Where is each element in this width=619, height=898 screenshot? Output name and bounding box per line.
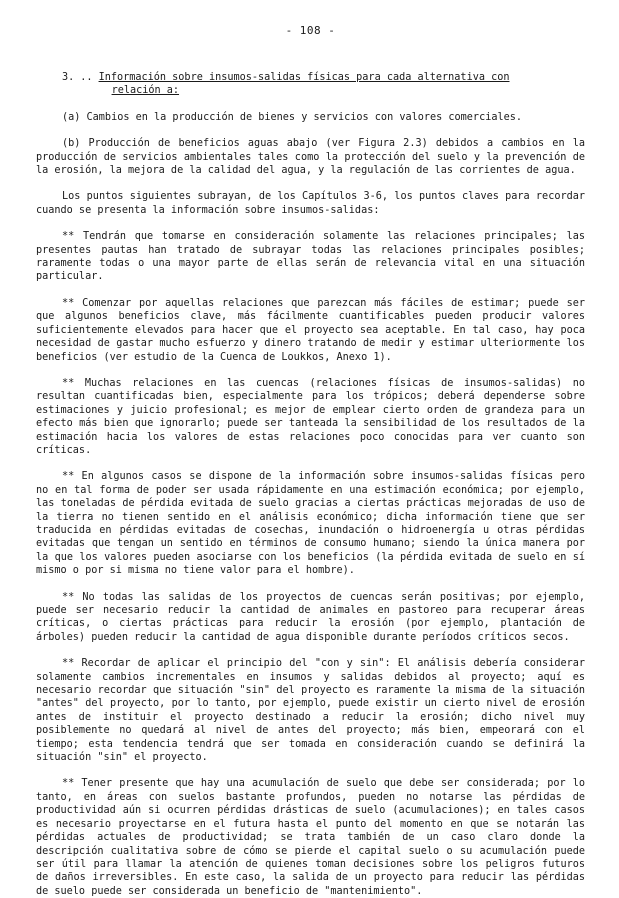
section-number: 3. [62,72,75,83]
paragraph-intro-puntos: Los puntos siguientes subrayan, de los Capítulos 3-6, los puntos claves para recordar cuando se presenta la información sobre insumos-salidas: [36,191,585,216]
section-heading-text: Información sobre insumos-salidas físicas para cada alternativa con [98,72,510,83]
section-heading-text-wrap [99,71,585,98]
document-body [36,71,585,898]
paragraph-item-a: (a) Cambios en la producción de bienes y servicios con valores comerciales. [62,111,523,123]
paragraph-bullet-2: ** Comenzar por aquellas relaciones que parezcan más fáciles de estimar; puede ser que algunos beneficios clave, más fácilmente cuantificables pueden producir valores suficientemente elevados para hacer que el proyecto sea aceptable. En tal caso, hay poca necesidad de gastar mucho esfuerzo y dinero tratando de medir y estimar ulteriormente los beneficios (ver estudio de la Cuenca de Loukkos, Anexo 1). [36,297,585,363]
paragraph-bullet-6: ** Recordar de aplicar el principio del "con y sin": El análisis debería considerar solamente cambios incrementales en insumos y salidas debidos al proyecto; aquí es necesario recordar que situación "sin" del proyecto es raramente la misma de la situación "antes" del proyecto, por lo tanto, por ejemplo, puede existir un cierto nivel de erosión antes de instituir el proyecto destinado a reducir la erosión; dicho nivel muy posiblemente no quedará al nivel de antes del proyecto; más bien, empeorará con el tiempo; esta tendencia tendrá que ser tomada en consideración cuando se definirá la situación "sin" el proyecto. [36,658,585,764]
section-heading-continuation: relación a: [111,85,180,97]
paragraph-bullet-1: ** Tendrán que tomarse en consideración solamente las relaciones principales; las presentes pautas han tratado de subrayar todas las relaciones principales posibles; raramente todas o una mayor parte de ellas serán de relevancia vital en una situación particular. [36,231,585,283]
paragraph-bullet-5: ** No todas las salidas de los proyectos de cuencas serán positivas; por ejemplo, puede ser necesario reducir la cantidad de animales en pastoreo para recuperar áreas críticas, o ciertas prácticas para reducir la erosión (por ejemplo, plantación de árboles) pueden reducir la cantidad de agua disponible durante períodos críticos secos. [36,591,585,643]
paragraph-bullet-3: ** Muchas relaciones en las cuencas (relaciones físicas de insumos-salidas) no resultan cuantificadas bien, especialmente para los trópicos; deberá dependerse sobre estimaciones y juicio profesional; es mejor de emplear cierto orden de grandeza para un efecto más bien que ignorarlo; puede ser tanteada la sensibilidad de los resultados de la estimación hacia los valores de estas relaciones poco conocidas para ver cuanto son críticas. [36,377,585,456]
paragraph-item-b: (b) Producción de beneficios aguas abajo (ver Figura 2.3) debidos a cambios en la producción de servicios ambientales tales como la protección del suelo y la prevención de la erosión, la mejora de la calidad del agua, y la regulación de las corrientes de agua. [36,138,585,177]
section-heading [62,71,585,98]
page-number: - 108 - [285,24,336,37]
section-dots: .. [80,72,93,83]
paragraph-bullet-7: ** Tener presente que hay una acumulación de suelo que debe ser considerada; por lo tanto, en áreas con suelos bastante profundos, pueden no notarse las pérdidas de productividad aún si ocurren pérdidas drásticas de suelo (acumulaciones); en tales casos es necesario proyectarse en el futura hasta el punto del momento en que se notarán las pérdidas actuales de productividad; se trata también de un caso claro donde la descripción cualitativa sobre de cómo se pierde el capital suelo o su acumulación puede ser útil para llamar la atención de quienes toman decisiones sobre los peligros futuros de daños irreversibles. En este caso, la salida de un proyecto para reducir las pérdidas de suelo puede ser considerada un beneficio de "mantenimiento". [36,778,585,897]
paragraph-bullet-4: ** En algunos casos se dispone de la información sobre insumos-salidas físicas pero no en tal forma de poder ser usada rápidamente en una estimación económica; por ejemplo, las toneladas de pérdida evitada de suelo gracias a ciertas prácticas mejoradas de uso de la tierra no tienen sentido en el análisis económico; dicha información tiene que ser traducida en pérdidas evitadas de cosechas, inundación o hidroenergía u otras pérdidas evitadas que tengan un sentido en términos de consumo humano; siendo la única manera por la que los valores pueden asociarse con los beneficios (la pérdida evitada de suelo en sí mismo o por si misma no tiene valor para el hombre). [36,471,585,577]
